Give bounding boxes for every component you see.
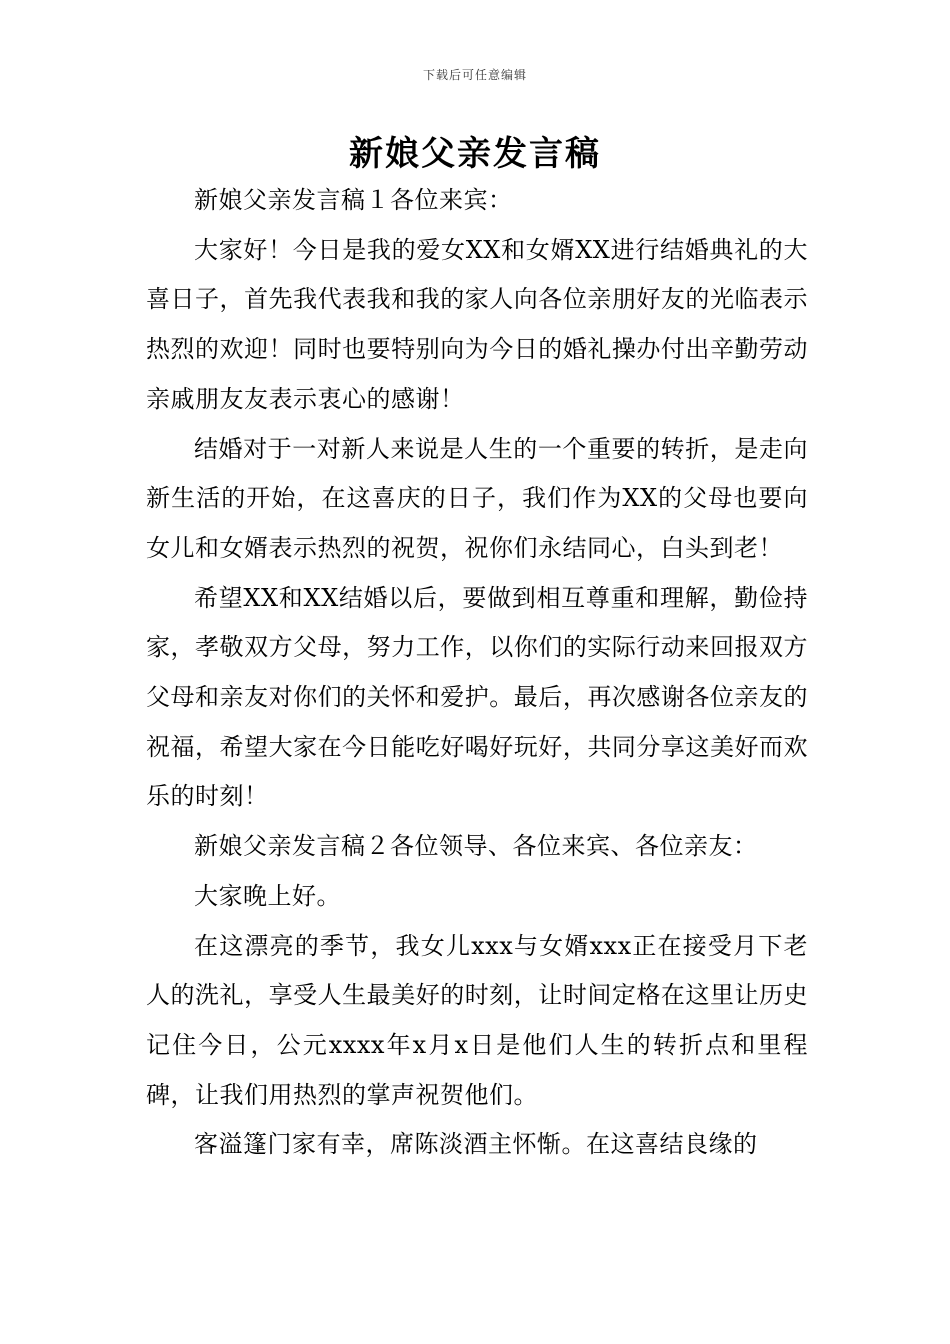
paragraph-hopes: 希望XX和XX结婚以后，要做到相互尊重和理解，勤俭持家，孝敬双方父母，努力工作，以你们的实际行动来回报双方父母和亲友对你们的关怀和爱护。最后，再次感谢各位亲友的祝福，希望大家在今日能吃好喝好玩好，共同分享这美好而欢乐的时刻！	[146, 583, 808, 811]
paragraph-season: 在这漂亮的季节，我女儿xxx与女婿xxx正在接受月下老人的洗礼，享受人生最美好的时刻，让时间定格在这里让历史记住今日，公元xxxx年x月x日是他们人生的转折点和里程碑，让我们用热烈的掌声祝贺他们。	[146, 931, 808, 1109]
page-title: 新娘父亲发言稿	[349, 134, 601, 174]
header-note: 下载后可任意编辑	[422, 68, 527, 82]
paragraph-speech-2-heading: 新娘父亲发言稿２各位领导、各位来宾、各位亲友：	[194, 832, 758, 861]
paragraph-guests: 客溢篷门家有幸，席陈淡酒主怀惭。在这喜结良缘的	[194, 1130, 758, 1159]
paragraph-marriage-turning-point: 结婚对于一对新人来说是人生的一个重要的转折，是走向新生活的开始，在这喜庆的日子，我们作为XX的父母也要向女儿和女婿表示热烈的祝贺，祝你们永结同心，白头到老！	[146, 434, 808, 562]
paragraph-speech-1-heading: 新娘父亲发言稿１各位来宾：	[194, 186, 513, 214]
paragraph-greeting: 大家好！今日是我的爱女XX和女婿XX进行结婚典礼的大喜日子，首先我代表我和我的家人向各位亲朋好友的光临表示热烈的欢迎！同时也要特别向为今日的婚礼操办付出辛勤劳动亲戚朋友友表示衷心的感谢！	[146, 235, 808, 413]
document-body	[146, 176, 808, 1170]
paragraph-good-evening: 大家晚上好。	[194, 881, 341, 910]
